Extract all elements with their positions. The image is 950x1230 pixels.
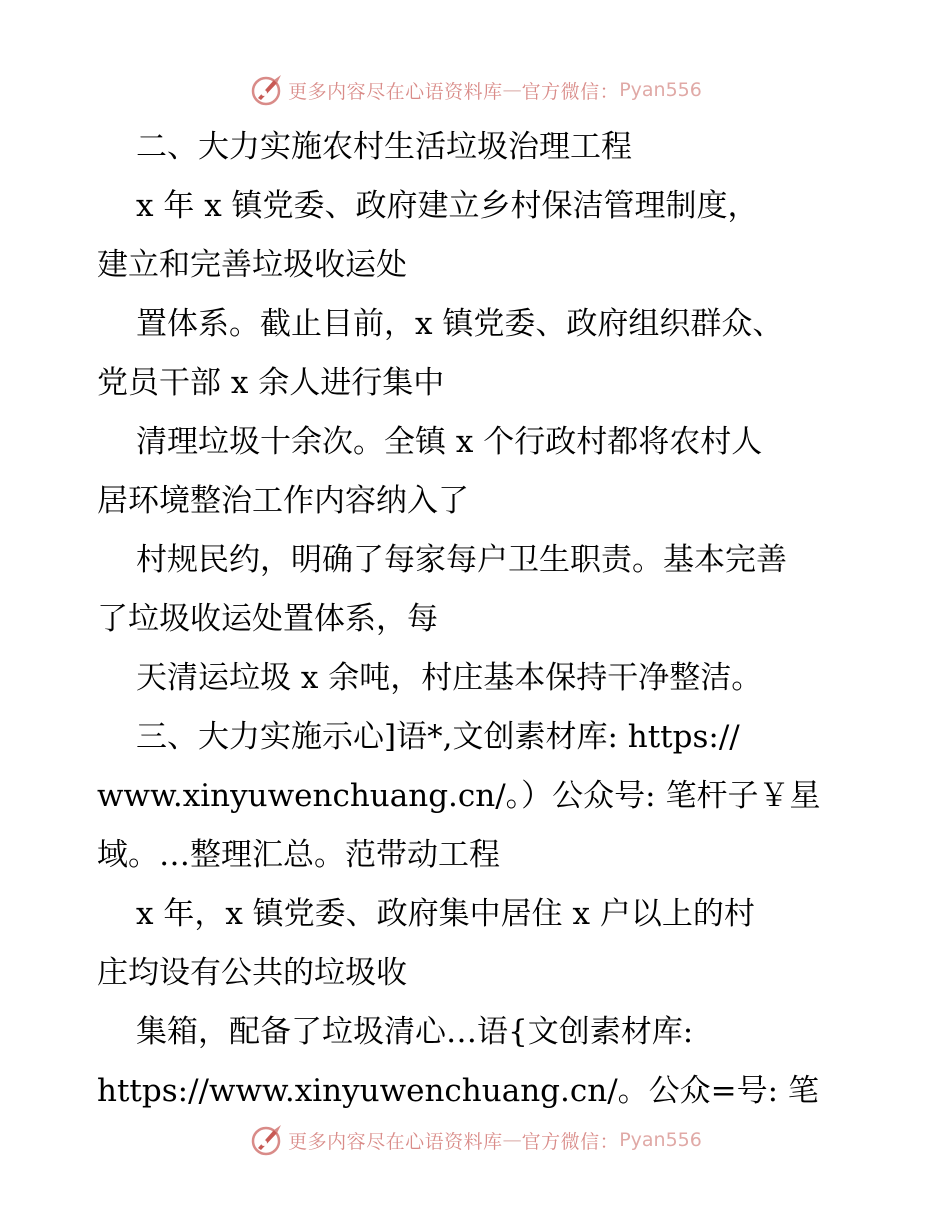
doc-line: 居环境整治工作内容纳入了 — [97, 483, 469, 519]
banner-main-text: 更多内容尽在心语资料库 — [288, 80, 503, 103]
doc-line: 村规民约，明确了每家每户卫生职责。基本完善 — [136, 542, 787, 578]
doc-line: 域。…整理汇总。范带动工程 — [97, 837, 500, 873]
banner-wechat-label: 官方微信： — [521, 1130, 620, 1153]
doc-line: 了垃圾收运处置体系，每 — [97, 601, 438, 637]
doc-line: 党员干部 x 余人进行集中 — [97, 365, 445, 401]
document-body — [97, 118, 857, 1121]
header-watermark-banner — [0, 70, 950, 110]
footer-watermark-banner — [0, 1120, 950, 1160]
doc-line: www.xinyuwenchuang.cn/。）公众号: 笔杆子￥星 — [97, 778, 821, 814]
doc-line: x 年 x 镇党委、政府建立乡村保洁管理制度， — [136, 188, 759, 224]
doc-line: 二、大力实施农村生活垃圾治理工程 — [136, 129, 632, 165]
doc-line: 集箱，配备了垃圾清心…语{文创素材库: — [136, 1014, 694, 1050]
banner-wechat-label: 官方微信： — [521, 80, 620, 103]
banner-wechat-id: Pyan556 — [619, 79, 702, 101]
doc-line: x 年，x 镇党委、政府集中居住 x 户以上的村 — [136, 896, 755, 932]
doc-line: 清理垃圾十余次。全镇 x 个行政村都将农村人 — [136, 424, 763, 460]
doc-line: 三、大力实施示心]语*,文创素材库: https:// — [136, 719, 740, 755]
banner-main-text: 更多内容尽在心语资料库 — [288, 1130, 503, 1153]
banner-wechat-id: Pyan556 — [619, 1129, 702, 1151]
quill-logo-icon — [248, 72, 284, 108]
quill-logo-icon — [248, 1122, 284, 1158]
doc-line: https://www.xinyuwenchuang.cn/。公众=号: 笔 — [97, 1073, 819, 1109]
doc-line: 置体系。截止目前，x 镇党委、政府组织群众、 — [136, 306, 784, 342]
banner-separator: — — [502, 1129, 522, 1151]
doc-line: 天清运垃圾 x 余吨，村庄基本保持干净整洁。 — [136, 660, 763, 696]
doc-line: 建立和完善垃圾收运处 — [97, 247, 407, 283]
doc-line: 庄均设有公共的垃圾收 — [97, 955, 407, 991]
banner-separator: — — [502, 79, 522, 101]
